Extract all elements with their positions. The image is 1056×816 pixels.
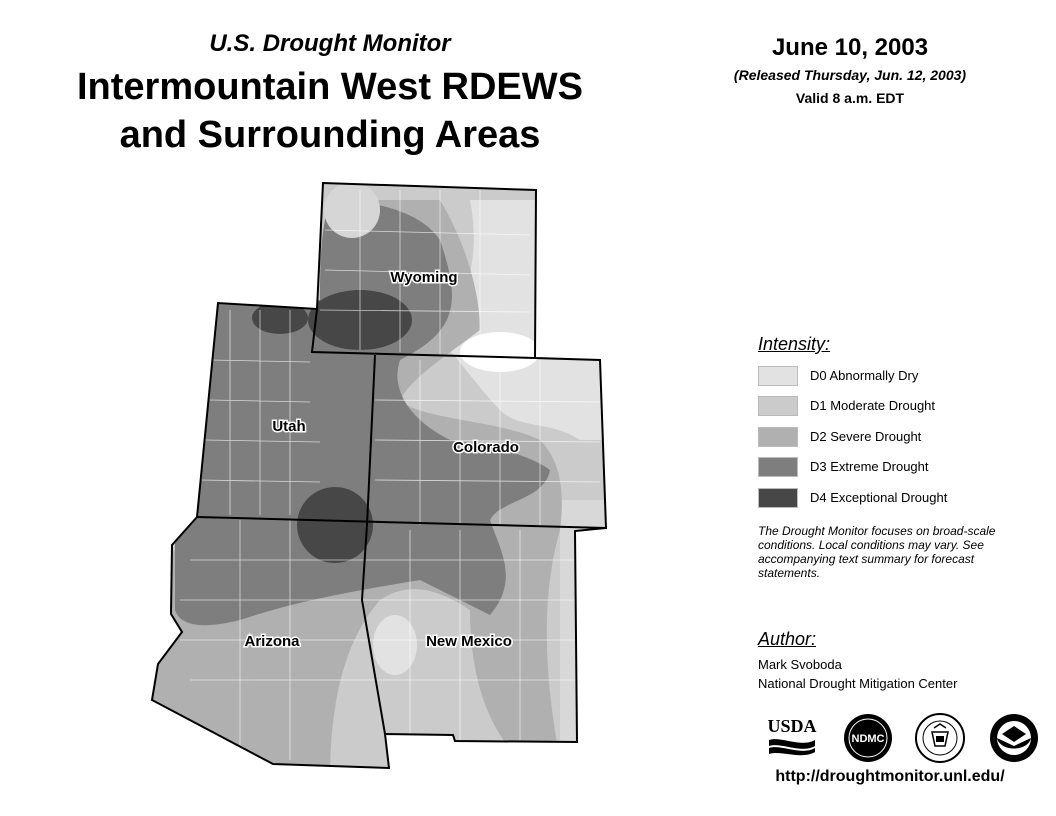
d1-island-nw-wyoming bbox=[324, 182, 380, 238]
author-org: National Drought Mitigation Center bbox=[758, 676, 958, 691]
state-label-wyoming: Wyoming bbox=[390, 269, 458, 286]
disclaimer-note: The Drought Monitor focuses on broad-scale conditions. Local conditions may vary. See accompanying text summary for forecast statements. bbox=[758, 524, 996, 580]
legend-label: D2 Severe Drought bbox=[810, 429, 922, 444]
state-label-arizona: Arizona bbox=[244, 633, 300, 650]
legend-swatch bbox=[758, 488, 798, 508]
noaa-logo bbox=[988, 712, 1040, 764]
state-label-colorado: Colorado bbox=[453, 439, 519, 456]
legend-swatch bbox=[758, 427, 798, 447]
legend-swatch bbox=[758, 396, 798, 416]
legend-label: D0 Abnormally Dry bbox=[810, 368, 919, 383]
legend-label: D4 Exceptional Drought bbox=[810, 490, 948, 505]
map-subtitle: U.S. Drought Monitor bbox=[209, 30, 451, 57]
legend-title: Intensity: bbox=[758, 334, 831, 354]
commerce-seal-logo bbox=[914, 712, 966, 764]
author-heading: Author: bbox=[758, 629, 817, 649]
map-date: June 10, 2003 bbox=[771, 34, 929, 61]
ndmc-logo-text: NDMC bbox=[851, 733, 885, 745]
release-note: (Released Thursday, Jun. 12, 2003) bbox=[733, 67, 967, 83]
drought-shading bbox=[140, 170, 620, 780]
website-url[interactable]: http://droughtmonitor.unl.edu/ bbox=[775, 768, 1005, 785]
author-name: Mark Svoboda bbox=[758, 657, 842, 672]
state-label-new-mexico: New Mexico bbox=[426, 633, 512, 650]
legend-label: D3 Extreme Drought bbox=[810, 459, 929, 474]
legend-label: D1 Moderate Drought bbox=[810, 398, 936, 413]
legend-swatch bbox=[758, 366, 798, 386]
valid-time: Valid 8 a.m. EDT bbox=[795, 90, 905, 106]
map-title-line1: Intermountain West RDEWS bbox=[77, 66, 583, 108]
usda-logo bbox=[766, 712, 818, 764]
state-label-utah: Utah bbox=[272, 418, 306, 435]
map-title-line2: and Surrounding Areas bbox=[119, 114, 541, 156]
ndmc-logo bbox=[842, 712, 894, 764]
usda-logo-text: USDA bbox=[767, 716, 817, 736]
legend-swatch bbox=[758, 457, 798, 477]
